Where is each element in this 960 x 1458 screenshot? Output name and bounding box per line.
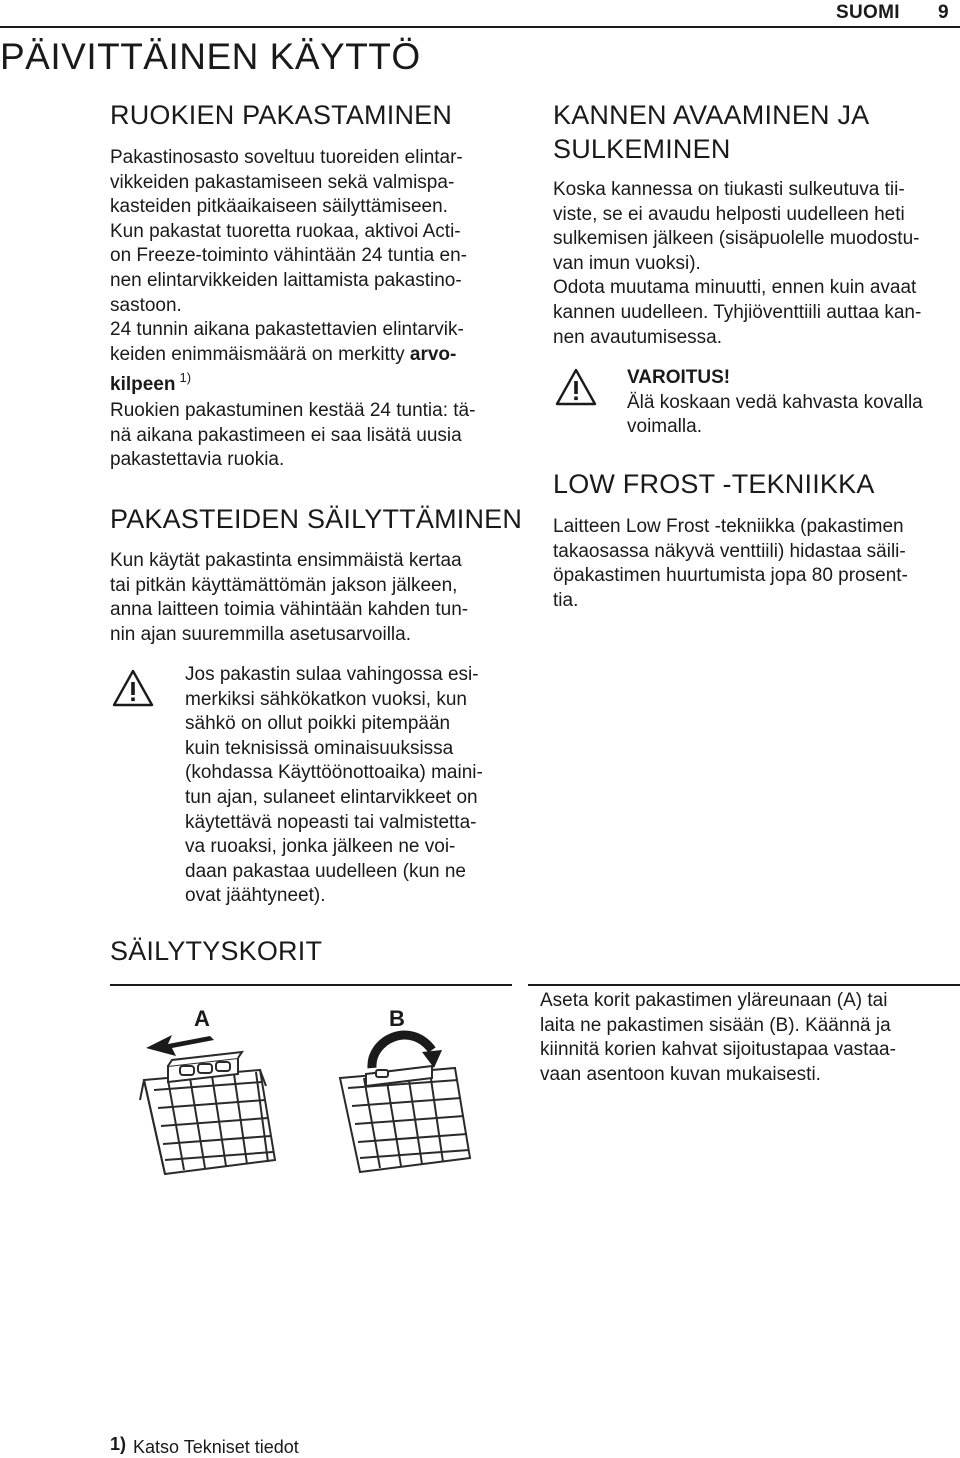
text-line: ovat jäähtyneet). bbox=[185, 885, 326, 907]
caution-title: VAROITUS! bbox=[627, 367, 731, 388]
text-line: daan pakastaa uudelleen (kun ne bbox=[185, 860, 467, 882]
text-line: Aseta korit pakastimen yläreunaan (A) tai bbox=[540, 990, 888, 1011]
text-line: käytettävä nopeasti tai valmistetta- bbox=[185, 811, 477, 833]
text-line: (kohdassa Käyttöönottoaika) maini- bbox=[185, 762, 483, 784]
text-line: Jos pakastin sulaa vahingossa esi- bbox=[185, 664, 479, 685]
freezing-text bbox=[110, 146, 520, 473]
text-line: kasteiden pitkäaikaiseen säilyttämiseen. bbox=[110, 196, 448, 218]
text-line: sulkemisen jälkeen (sisäpuolelle muodostu- bbox=[553, 228, 920, 250]
storage-heading: PAKASTEIDEN SÄILYTTÄMINEN bbox=[110, 504, 523, 534]
lid-heading bbox=[553, 98, 869, 166]
handle-caution bbox=[627, 366, 957, 440]
warning-icon bbox=[555, 367, 597, 407]
text-line: Kun käytät pakastinta ensimmäistä kertaa bbox=[110, 550, 462, 571]
text-line: kuin teknisissä ominaisuuksissa bbox=[185, 737, 454, 759]
rating-plate-term: kilpeen bbox=[110, 374, 176, 396]
figure-label-a: A bbox=[194, 1006, 210, 1031]
text-line: sähkö on ollut poikki pitempään bbox=[185, 713, 451, 735]
page-number: 9 bbox=[938, 2, 949, 23]
text-line: vaan asentoon kuvan mukaisesti. bbox=[540, 1063, 821, 1085]
text-line: Älä koskaan vedä kahvasta kovalla bbox=[627, 391, 923, 413]
text-line bbox=[110, 343, 520, 368]
text-line: 24 tunnin aikana pakastettavien elintarvik- bbox=[110, 319, 464, 341]
heading-line: SULKEMINEN bbox=[553, 134, 731, 164]
freezing-heading: RUOKIEN PAKASTAMINEN bbox=[110, 100, 453, 130]
text-line: pakastettavia ruokia. bbox=[110, 449, 285, 471]
footnote-number: 1) bbox=[110, 1434, 127, 1454]
text-line: Pakastinosasto soveltuu tuoreiden elintar- bbox=[110, 147, 463, 168]
text-line: tun ajan, sulaneet elintarvikkeet on bbox=[185, 786, 478, 808]
text-line: Odota muutama minuutti, ennen kuin avaat bbox=[553, 277, 917, 299]
header-language: SUOMI bbox=[836, 2, 900, 23]
text-line: van imun vuoksi). bbox=[553, 252, 701, 274]
text-line: nin ajan suuremmilla asetusarvoilla. bbox=[110, 623, 411, 645]
storage-text bbox=[110, 549, 520, 647]
text-line: merkiksi sähkökatkon vuoksi, kun bbox=[185, 688, 467, 710]
baskets-text bbox=[540, 989, 958, 1087]
text-line: on Freeze-toiminto vähintään 24 tuntia en- bbox=[110, 245, 467, 267]
text-line: voimalla. bbox=[627, 416, 702, 438]
text-line: nen avautumisessa. bbox=[553, 326, 722, 348]
lid-text bbox=[553, 178, 958, 350]
text-line: Laitteen Low Frost -tekniikka (pakastimen bbox=[553, 516, 904, 537]
text-line: laita ne pakastimen sisään (B). Käännä ja bbox=[540, 1014, 891, 1036]
rating-plate-term: arvo- bbox=[409, 343, 457, 365]
text-line: anna laitteen toimia vähintään kahden tun- bbox=[110, 599, 469, 621]
figure-label-b: B bbox=[389, 1006, 405, 1031]
text-line: nä aikana pakastimeen ei saa lisätä uusia bbox=[110, 424, 462, 446]
basket-illustration bbox=[110, 990, 512, 1190]
text-line: kannen uudelleen. Tyhjiöventtiili auttaa kan- bbox=[553, 301, 922, 323]
text-span: keiden enimmäismäärä on merkitty bbox=[110, 343, 405, 365]
text-line: takaosassa näkyvä venttiili) hidastaa säili- bbox=[553, 540, 906, 562]
figure-rule bbox=[110, 984, 512, 986]
figure-rule bbox=[528, 984, 960, 986]
warning-icon bbox=[112, 668, 154, 708]
text-line: tai pitkän käyttämättömän jakson jälkeen, bbox=[110, 574, 458, 596]
defrost-warning-text bbox=[185, 663, 520, 909]
lowfrost-text bbox=[553, 515, 958, 613]
text-line: vikkeiden pakastamiseen sekä valmispa- bbox=[110, 171, 455, 193]
footnote-ref: 1) bbox=[179, 370, 192, 386]
text-line: nen elintarvikkeiden laittamista pakastino- bbox=[110, 269, 462, 291]
text-line: Ruokien pakastuminen kestää 24 tuntia: tä- bbox=[110, 399, 476, 421]
text-line: viste, se ei avaudu helposti uudelleen heti bbox=[553, 203, 905, 225]
text-line: sastoon. bbox=[110, 294, 182, 316]
text-line: tia. bbox=[553, 589, 579, 611]
text-line bbox=[110, 370, 520, 399]
header-rule bbox=[0, 26, 960, 28]
text-line: Kun pakastat tuoretta ruokaa, aktivoi Acti- bbox=[110, 220, 461, 242]
heading-line: KANNEN AVAAMINEN JA bbox=[553, 100, 870, 130]
text-line: va ruoaksi, jonka jälkeen ne voi- bbox=[185, 836, 456, 858]
lowfrost-heading: LOW FROST -TEKNIIKKA bbox=[553, 469, 875, 499]
text-line: kiinnitä korien kahvat sijoitustapaa vastaa- bbox=[540, 1039, 896, 1061]
page-title: PÄIVITTÄINEN KÄYTTÖ bbox=[0, 36, 421, 77]
footnote-text: Katso Tekniset tiedot bbox=[133, 1437, 299, 1457]
baskets-heading: SÄILYTYSKORIT bbox=[110, 936, 323, 966]
text-line: Koska kannessa on tiukasti sulkeutuva tii- bbox=[553, 179, 905, 200]
text-line: öpakastimen huurtumista jopa 80 prosent- bbox=[553, 565, 908, 587]
